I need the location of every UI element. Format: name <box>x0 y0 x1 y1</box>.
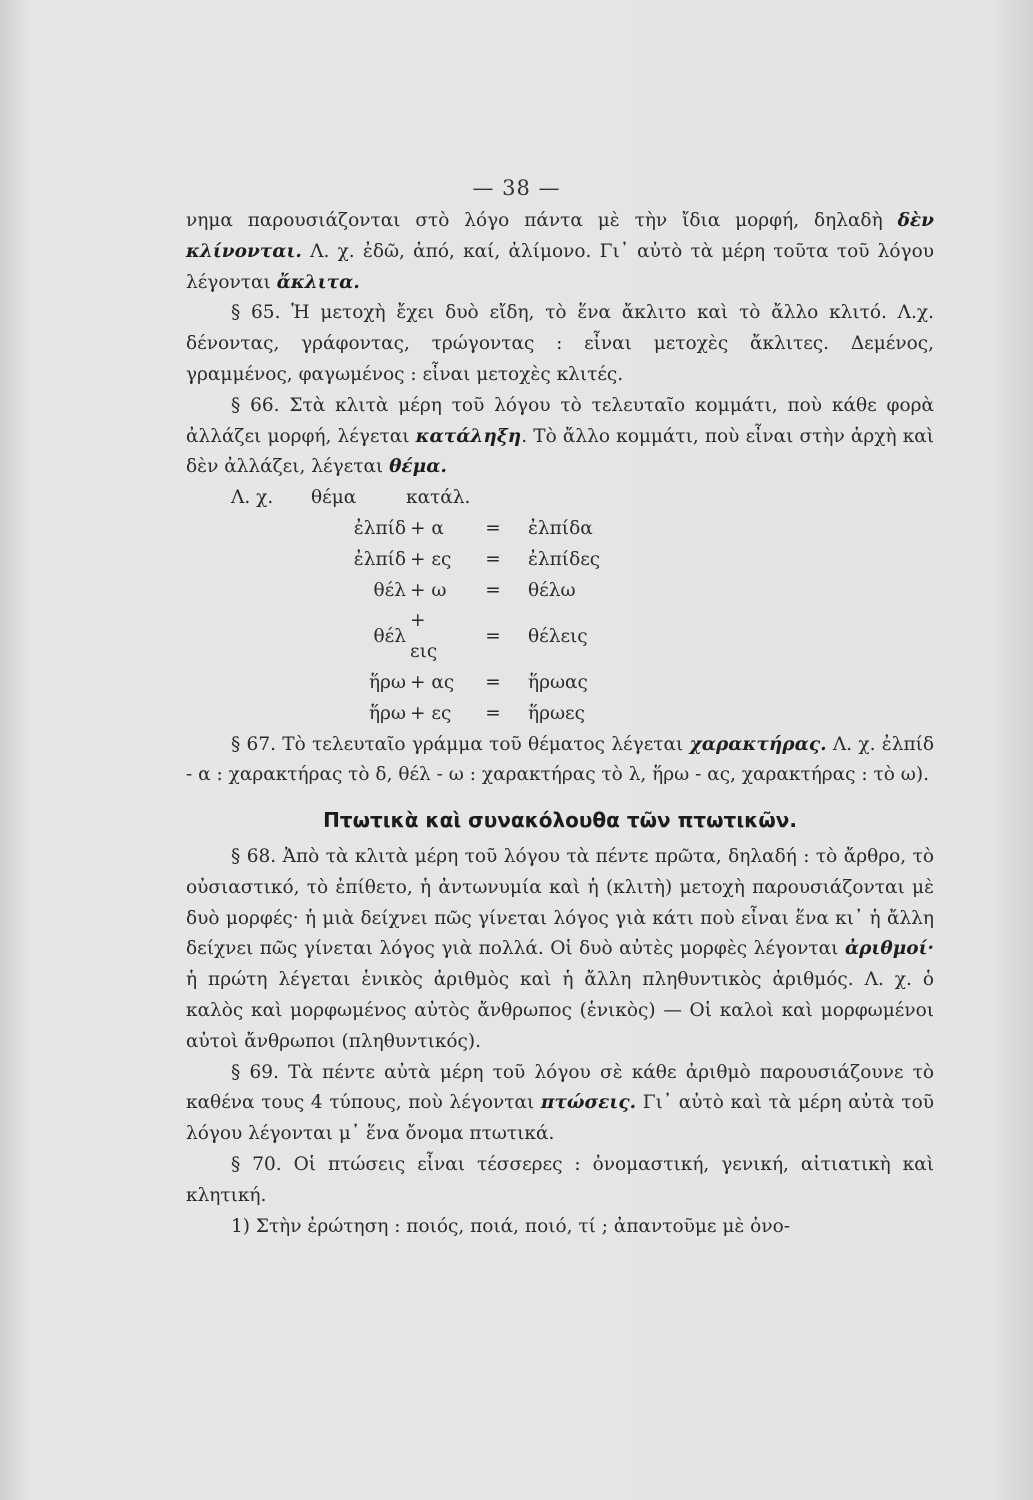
emphasis-term: πτώσεις. <box>540 1092 637 1114</box>
emphasis-term: χαρακτήρας. <box>689 733 827 755</box>
section-heading: Πτωτικὰ καὶ συνακόλουθα τῶν πτωτικῶν. <box>323 808 797 833</box>
example-header <box>231 483 934 514</box>
example-row: ἥρω + ας = ἥρωας <box>368 671 588 693</box>
page-number: — 38 — <box>472 176 561 200</box>
example-label: Λ. χ. <box>231 487 274 509</box>
paragraph-68: § 68. Ἀπὸ τὰ κλιτὰ μέρη τοῦ λόγου τὰ πέντε πρῶτα, δηλαδή : τὸ ἄρθρο, τὸ οὐσιαστικό, τὸ ἐπίθετο, ἡ ἀντωνυμία καὶ ἡ (κλιτὴ) μετοχὴ παρουσιάζονται μὲ δυὸ μορφές· ἡ μιὰ δείχνει πῶς γίνεται λόγος γιὰ κάτι ποὺ εἶναι ἕνα κι᾽ ἡ ἄλλη δείχνει πῶς γίνεται λόγος γιὰ πολλά. Οἱ δυὸ αὐτὲς μορφὲς λέγονται ἀριθμοί· ἡ πρώτη λέγεται ἑνικὸς ἀριθμὸς καὶ ἡ ἄλλη πληθυντικὸς ἀριθμός. Λ. χ. ὁ καλὸς καὶ μορφωμένος αὐτὸς ἄνθρωπος (ἑνικὸς) — Οἱ καλοὶ καὶ μορφωμένοι αὐτοὶ ἄνθρωποι (πληθυντικός). <box>186 845 934 1052</box>
emphasis-term: θέμα. <box>389 456 447 478</box>
example-col-ending: κατάλ. <box>406 487 471 509</box>
example-col-stem: θέμα <box>311 487 357 509</box>
example-table <box>316 514 600 730</box>
paragraph-67: § 67. Τὸ τελευταῖο γράμμα τοῦ θέματος λέγεται χαρακτήρας. Λ. χ. ἐλπίδ - α : χαρακτήρας τὸ δ, θέλ - ω : χαρακτήρας τὸ λ, ἥρω - ας, χαρακτήρας : τὸ ω). <box>186 733 934 786</box>
example-row: θέλ + ω = θέλω <box>373 579 576 601</box>
paragraph-66: § 66. Στὰ κλιτὰ μέρη τοῦ λόγου τὸ τελευταῖο κομμάτι, ποὺ κάθε φορὰ ἀλλάζει μορφή, λέγεται κατάληξη. Τὸ ἄλλο κομμάτι, ποὺ εἶναι στὴν ἀρχὴ καὶ δὲν ἀλλάζει, λέγεται θέμα. <box>186 394 934 478</box>
body-text <box>186 206 934 1242</box>
example-row: θέλ + εις = θέλεις <box>373 610 588 663</box>
paragraph-69: § 69. Τὰ πέντε αὐτὰ μέρη τοῦ λόγου σὲ κάθε ἀριθμὸ παρουσιάζουνε τὸ καθένα τους 4 τύπους, ποὺ λέγονται πτώσεις. Γι᾽ αὐτὸ καὶ τὰ μέρη αὐτὰ τοῦ λόγου λέγονται μ᾽ ἕνα ὄνομα πτωτικά. <box>186 1061 934 1145</box>
emphasis-term: κατάληξη <box>415 425 522 447</box>
emphasis-term: ἄκλιτα. <box>276 271 360 293</box>
example-row: ἐλπίδ + ες = ἐλπίδες <box>353 548 601 570</box>
paragraph-65: § 65. Ἡ μετοχὴ ἔχει δυὸ εἴδη, τὸ ἕνα ἄκλιτο καὶ τὸ ἄλλο κλιτό. Λ.χ. δένοντας, γράφοντας, τρώγοντας : εἶναι μετοχὲς ἄκλιτες. Δεμένος, γραμμένος, φαγωμένος : εἶναι μετοχὲς κλιτές. <box>186 302 934 385</box>
paragraph-71: 1) Στὴν ἐρώτηση : ποιός, ποιά, ποιό, τί ; ἀπαντοῦμε μὲ ὀνο- <box>231 1215 790 1237</box>
example-row: ἥρω + ες = ἥρωες <box>368 702 585 724</box>
paragraph-continued: νημα παρουσιάζονται στὸ λόγο πάντα μὲ τὴν ἴδια μορφή, δηλαδὴ δὲν κλίνονται. Λ. χ. ἐδῶ, ἀπό, καί, ἀλίμονο. Γι᾽ αὐτὸ τὰ μέρη τοῦτα τοῦ λόγου λέγονται ἄκλιτα. <box>186 210 935 293</box>
emphasis-term: δὲν κλίνονται. <box>186 210 935 262</box>
paragraph-70: § 70. Οἱ πτώσεις εἶναι τέσσερες : ὀνομαστική, γενική, αἰτιατικὴ καὶ κλητική. <box>186 1153 934 1206</box>
emphasis-term: ἀριθμοί· <box>844 938 934 960</box>
example-row: ἐλπίδ + α = ἐλπίδα <box>353 517 593 539</box>
